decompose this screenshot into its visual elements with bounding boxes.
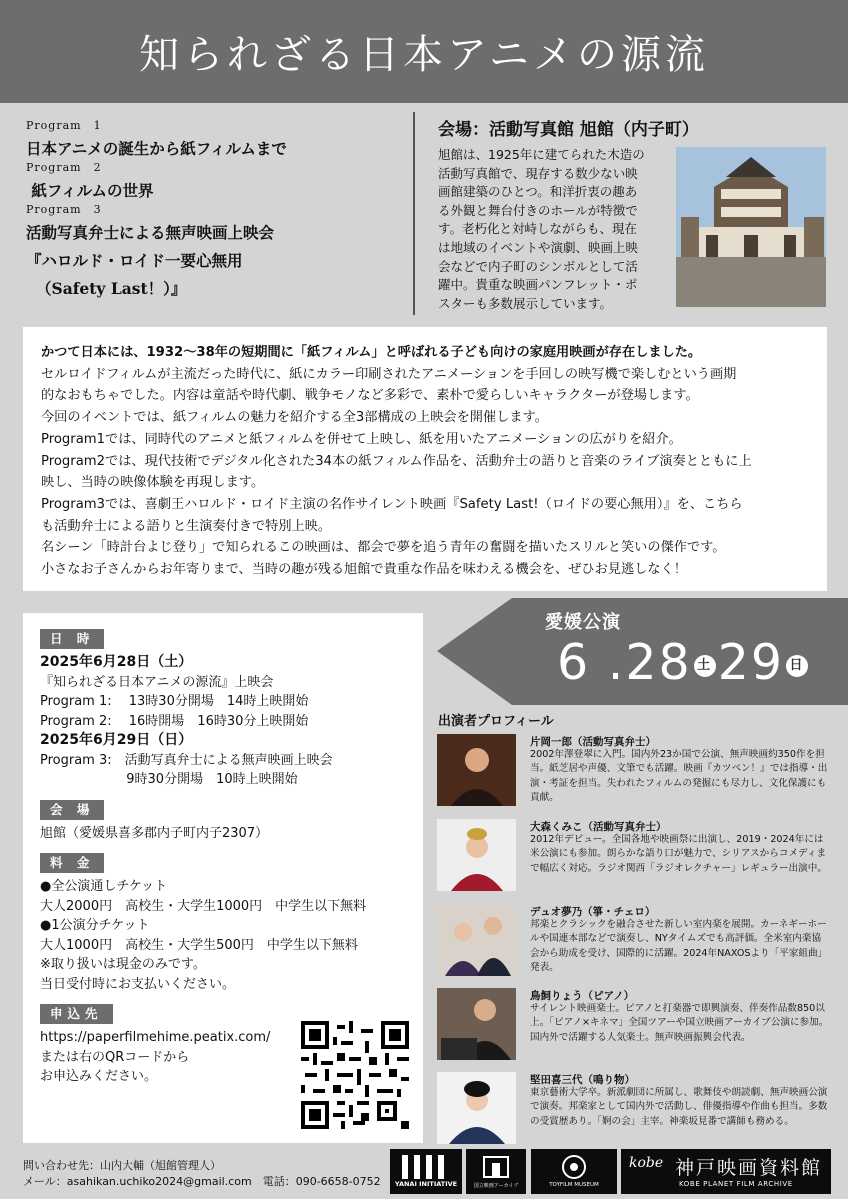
- performer-bio: 2012年デビュー。全国各地や映画祭に出演し、2019・2024年には米公演にも参加。朗らかな語り口が魅力で、シリアスからコメディまで幅広く対応。ラジオ関西「ラジオレクチャー」レギュラー出演中。: [530, 834, 827, 874]
- asahikan-building-photo: [676, 147, 826, 307]
- program-3-film-subtitle: （Safety Last！）』: [36, 279, 187, 298]
- day1-line: Program 2: 16時開場 16時30分上映開始: [40, 713, 309, 729]
- fee-line: 大人2000円 高校生・大学生1000円 中学生以下無料: [40, 898, 367, 914]
- day2-line: 9時30分開場 10時上映開始: [40, 772, 298, 787]
- performer-name: 片岡一郎（活動写真弁士）: [530, 736, 656, 748]
- intro-line: も活動弁士による語りと生演奏付きで特別上映。: [41, 518, 332, 534]
- performer-name: デュオ夢乃（箏・チェロ）: [530, 906, 656, 918]
- intro-line: 名シーン「時計台よじ登り」で知られるこの映画は、都会で夢を追う青年の奮闘を描いたスリルと笑いの傑作です。: [41, 540, 726, 556]
- program-3-label: Program 3: [26, 203, 102, 216]
- kobe-mark: kobe: [629, 1155, 664, 1171]
- date-day2: 2025年6月29日（日）: [40, 732, 193, 748]
- banner-dates: 6 .28 土 29 日: [557, 634, 810, 691]
- intro-line: Program3では、喜劇王ハロルド・ロイド主演の名作サイレント映画『Safety Last!（ロイドの要心無用）』を、こちら: [41, 496, 743, 512]
- performer-bio: 東京藝術大学卒。新派劇団に所属し、歌舞伎や朗読劇、無声映画公演で演奏。邦楽家として国内外で活動し、俳優指導や作曲も担当。多数の受賞歴あり。「婀の会」主宰。神楽坂見番で講師も務める。: [530, 1087, 828, 1127]
- program-1-title: 日本アニメの誕生から紙フィルムまで: [26, 139, 287, 158]
- performer-photo: [437, 904, 516, 976]
- performer-photo: [437, 988, 516, 1060]
- performers-heading: 出演者プロフィール: [438, 714, 554, 729]
- program-2-title: 紙フィルムの世界: [26, 181, 154, 200]
- kobe-archive-jp: 神戸映画資料館: [675, 1157, 823, 1179]
- date-day1: 2025年6月28日（土）: [40, 654, 193, 670]
- fee-tag: 料 金: [40, 853, 104, 873]
- performer-bio: 2002年澤登翠に入門。国内外23か国で公演、無声映画約350作を担当。紙芝居や声優、文筆でも活躍。映画『カツベン！』では指導・出演・考証を担当。失われたフィルムの発掘にも尽力し、文化保護にも貢献。: [530, 749, 828, 804]
- performer-card: [437, 819, 832, 891]
- intro-line: 的なおもちゃでした。内容は童話や時代劇、戦争モノなど多彩で、素朴で愛らしいキャラクターが登場します。: [41, 388, 699, 404]
- apply-line: お申込みください。: [40, 1069, 158, 1084]
- fee-line: ※取り扱いは現金のみです。: [40, 957, 206, 972]
- banner-title: 愛媛公演: [545, 612, 621, 633]
- contact-person: 問い合わせ先：山内大輔（旭館管理人）: [23, 1159, 221, 1172]
- contact-info: [23, 1158, 381, 1190]
- intro-lead: かつて日本には、1932～38年の短期間に「紙フィルム」と呼ばれる子ども向けの家庭用映画が存在しました。: [41, 345, 702, 360]
- venue-title: 会場：活動写真館 旭館（内子町）: [438, 120, 699, 140]
- fee-line: ●全公演通しチケット: [40, 879, 168, 894]
- intro-section: [23, 327, 827, 591]
- venue-tag: 会 場: [40, 800, 104, 820]
- performer-photo: [437, 819, 516, 891]
- yanai-initiative-logo: YANAI INITIATIVE: [390, 1149, 462, 1194]
- performer-photo: [437, 1072, 516, 1144]
- program-1-label: Program 1: [26, 119, 102, 132]
- performer-card: [437, 1072, 832, 1144]
- contact-email-phone[interactable]: メール：asahikan.uchiko2024@gmail.com 電話：090-6658-0752: [23, 1175, 381, 1188]
- performer-bio: 邦楽とクラシックを融合させた新しい室内楽を展開。カーネギーホールや国連本部などで演奏し、NYタイムズでも高評価。全米室内楽協会から助成を受け、国際的に活躍。2024年NAXOSより「平家組曲」発表。: [530, 919, 828, 974]
- performer-photo: [437, 734, 516, 806]
- program-3-film-title: 『ハロルド・ロイド一要心無用: [26, 251, 243, 270]
- kobe-archive-en: KOBE PLANET FILM ARCHIVE: [679, 1180, 793, 1188]
- intro-line: 映し、当時の映像体験を再現します。: [41, 475, 265, 491]
- apply-url-link[interactable]: https://paperfilmehime.peatix.com/: [40, 1030, 271, 1045]
- vertical-divider: [413, 112, 415, 315]
- fee-line: 当日受付時にお支払いください。: [40, 976, 236, 992]
- intro-line: 小さなお子さんからお年寄りまで、当時の趣が残る旭館で貴重な作品を味わえる機会を、ぜひお見逃しなく！: [41, 562, 687, 578]
- venue-address: 旭館（愛媛県喜多郡内子町内子2307）: [40, 825, 269, 841]
- venue-description: 旭館は、1925年に建てられた木造の 活動写真館で、現存する数少ない映 画館建築のひとつ。和洋折衷の趣あ る外観と舞台付きのホールが特徴で す。老朽化と対峙しながらも、現在 は地域のイベントや演劇、映画上映 会などで内子町のシンボルとして活 躍中。貴重な映画パンフレット・ポ スターも多数展示しています。: [438, 147, 645, 311]
- apply-tag: 申込先: [40, 1004, 113, 1024]
- performer-card: [437, 988, 832, 1060]
- schedule-tag: 日 時: [40, 629, 104, 649]
- kobe-planet-film-archive-logo: [621, 1149, 831, 1194]
- program-list: [26, 117, 406, 299]
- performer-name: 大森くみこ（活動写真弁士）: [530, 821, 667, 833]
- weekday-sun-badge: 日: [786, 655, 808, 677]
- performer-name: 鳥飼りょう（ピアノ）: [530, 990, 635, 1002]
- nfaj-logo: 国立映画アーカイブ: [466, 1149, 526, 1194]
- intro-line: セルロイドフィルムが主流だった時代に、紙にカラー印刷されたアニメーションを手回しの映写機で楽しむという画期: [41, 366, 737, 382]
- page-title: 知られざる日本アニメの源流: [139, 32, 709, 78]
- fee-line: 大人1000円 高校生・大学生500円 中学生以下無料: [40, 937, 358, 953]
- performer-name: 堅田喜三代（鳴り物）: [530, 1074, 635, 1086]
- day2-line: Program 3: 活動写真弁士による無声映画上映会: [40, 752, 333, 768]
- apply-line: または右のQRコードから: [40, 1049, 190, 1065]
- event-info-box: [23, 613, 423, 1143]
- toyfilm-museum-logo: TOYFILM MUSEUM: [531, 1149, 617, 1194]
- performer-card: [437, 904, 832, 976]
- fee-line: ●1公演分チケット: [40, 918, 150, 933]
- day1-line: 『知られざる日本アニメの源流』上映会: [40, 674, 274, 690]
- program-3-title: 活動写真弁士による無声映画上映会: [26, 223, 275, 242]
- qr-code[interactable]: [301, 1021, 409, 1129]
- performer-card: [437, 734, 832, 806]
- intro-line: Program1では、同時代のアニメと紙フィルムを併せて上映し、紙を用いたアニメーションの広がりを紹介。: [41, 431, 682, 447]
- program-2-label: Program 2: [26, 161, 102, 174]
- day1-line: Program 1: 13時30分開場 14時上映開始: [40, 694, 309, 709]
- performer-bio: サイレント映画楽士。ピアノと打楽器で即興演奏、伴奏作品数850以上。「ピアノ×キネマ」全国ツアーや国立映画アーカイブ公演に参加。国内外で活躍する人気楽士。無声映画振興会代表。: [530, 1003, 829, 1043]
- intro-line: Program2では、現代技術でデジタル化された34本の紙フィルム作品を、活動弁士の語りと音楽のライブ演奏とともに上: [41, 453, 752, 469]
- ehime-performance-banner: [437, 598, 848, 705]
- page-header: [0, 0, 848, 103]
- weekday-sat-badge: 土: [694, 655, 716, 677]
- intro-line: 今回のイベントでは、紙フィルムの魅力を紹介する全3部構成の上映会を開催します。: [41, 410, 548, 426]
